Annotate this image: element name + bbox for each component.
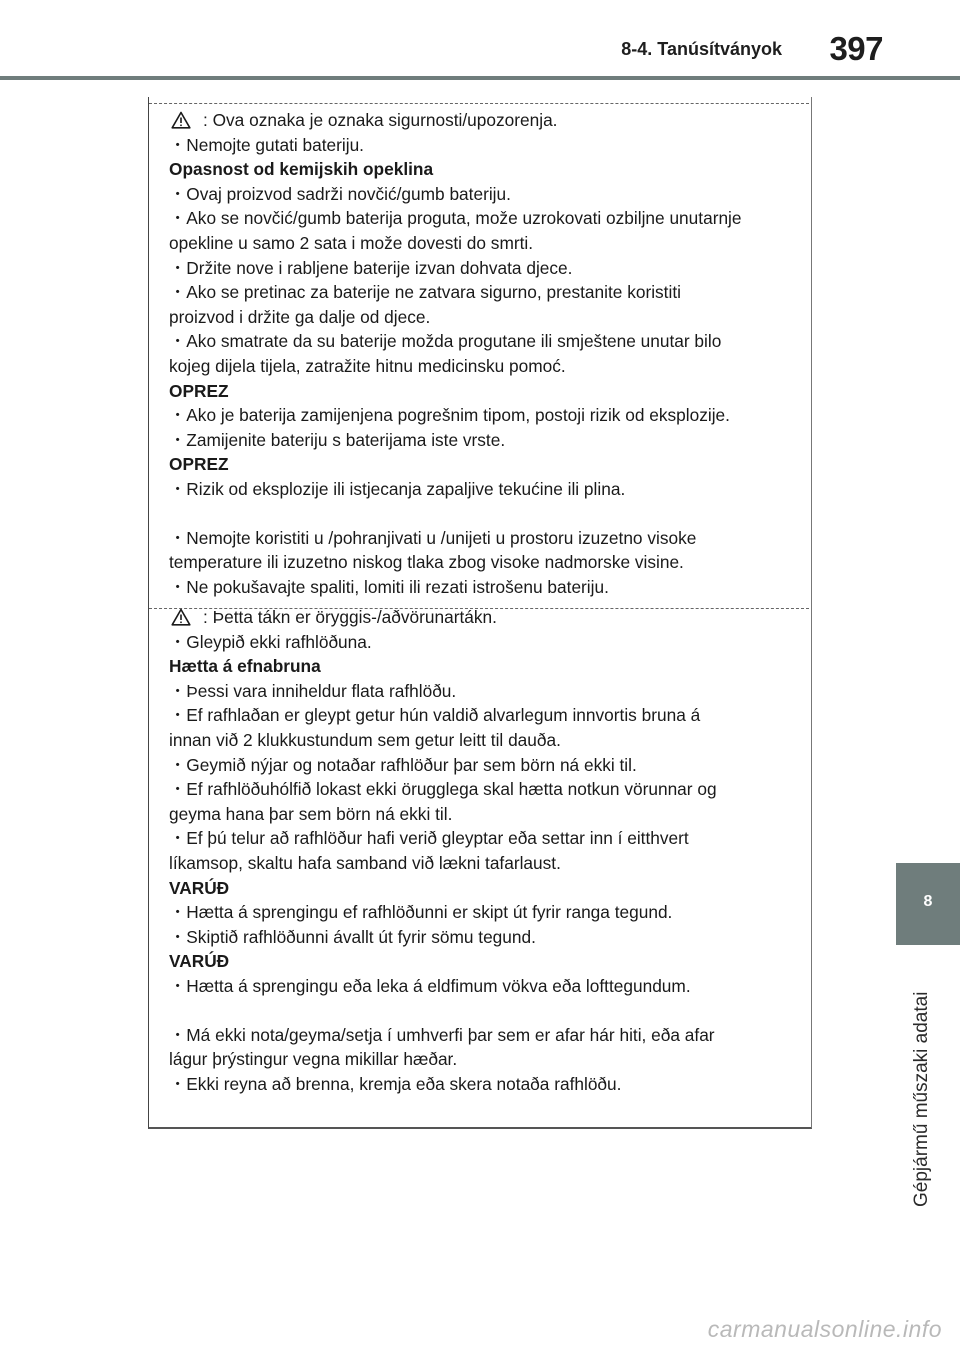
text-line: ・Hætta á sprengingu eða leka á eldfimum vökva eða lofttegundum.	[169, 975, 691, 996]
croatian-warning-block	[169, 108, 794, 599]
text-line: ・Ako smatrate da su baterije možda progutane ili smještene unutar bilo	[169, 331, 722, 352]
text-line: proizvod i držite ga dalje od djece.	[169, 306, 431, 327]
warning-triangle-icon	[171, 111, 191, 129]
text-line: líkamsop, skaltu hafa samband við lækni tafarlaust.	[169, 852, 561, 873]
top-dashed-divider	[149, 103, 809, 104]
text-line: opekline u samo 2 sata i može dovesti do smrti.	[169, 232, 534, 253]
text-line: ・Ef rafhlöðuhólfið lokast ekki örugglega skal hætta notkun vörunnar og	[169, 779, 717, 800]
text-line: kojeg dijela tijela, zatražite hitnu medicinsku pomoć.	[169, 355, 566, 376]
caution-heading: VARÚÐ	[169, 877, 230, 898]
text-line: ・Nemojte koristiti u /pohranjivati u /unijeti u prostoru izuzetno visoke	[169, 527, 697, 548]
text-line: temperature ili izuzetno niskog tlaka zbog visoke nadmorske visine.	[169, 552, 684, 573]
text-line: ・Ef rafhlaðan er gleypt getur hún valdið alvarlegum innvortis bruna á	[169, 705, 701, 726]
header-rule	[0, 76, 960, 80]
text-line: ・Ovaj proizvod sadrži novčić/gumb bateriju.	[169, 183, 511, 204]
croatian-icon-caption: : Ova oznaka je oznaka sigurnosti/upozorenja.	[203, 110, 558, 130]
text-line: geyma hana þar sem börn ná ekki til.	[169, 803, 453, 824]
icelandic-warning-block	[169, 605, 794, 1096]
caution-heading: VARÚÐ	[169, 951, 230, 972]
watermark: carmanualsonline.info	[707, 1316, 942, 1342]
chapter-number: 8	[923, 893, 933, 910]
section-title: 8-4. Tanúsítványok	[621, 39, 782, 59]
text-line: lágur þrýstingur vegna mikillar hæðar.	[169, 1049, 458, 1070]
text-line: ・Ekki reyna að brenna, kremja eða skera notaða rafhlöðu.	[169, 1073, 622, 1094]
text-line: ・Držite nove i rabljene baterije izvan dohvata djece.	[169, 257, 573, 278]
caution-heading: OPREZ	[169, 454, 229, 475]
spacer	[169, 502, 794, 526]
page-number: 397	[829, 30, 883, 67]
text-line: innan við 2 klukkustundum sem getur leitt til dauða.	[169, 729, 561, 750]
text-line: ・Geymið nýjar og notaðar rafhlöður þar sem börn ná ekki til.	[169, 754, 637, 775]
text-line: ・Ako se novčić/gumb baterija proguta, može uzrokovati ozbiljne unutarnje	[169, 208, 742, 229]
icelandic-icon-line	[169, 605, 794, 630]
text-line: ・Skiptið rafhlöðunni ávallt út fyrir sömu tegund.	[169, 926, 536, 947]
chapter-tab	[896, 863, 960, 945]
text-line: ・Ako se pretinac za baterije ne zatvara sigurno, prestanite koristiti	[169, 282, 681, 303]
page-header	[0, 0, 960, 80]
text-line: ・Hætta á sprengingu ef rafhlöðunni er skipt út fyrir ranga tegund.	[169, 902, 673, 923]
text-line: ・Gleypið ekki rafhlöðuna.	[169, 631, 372, 652]
chapter-label: Gépjármű műszaki adatai	[911, 991, 932, 1207]
icelandic-icon-caption: : Þetta tákn er öryggis-/aðvörunartákn.	[203, 607, 497, 627]
scanned-certificate-notice	[148, 97, 812, 1129]
spacer	[169, 999, 794, 1023]
warning-triangle-icon	[171, 608, 191, 626]
text-line: ・Ne pokušavajte spaliti, lomiti ili rezati istrošenu bateriju.	[169, 576, 609, 597]
text-line: ・Má ekki nota/geyma/setja í umhverfi þar sem er afar hár hiti, eða afar	[169, 1024, 715, 1045]
subheading: Hætta á efnabruna	[169, 656, 321, 677]
croatian-icon-line	[169, 108, 794, 133]
text-line: ・Þessi vara inniheldur flata rafhlöðu.	[169, 680, 457, 701]
text-line: ・Ako je baterija zamijenjena pogrešnim tipom, postoji rizik od eksplozije.	[169, 405, 730, 426]
text-line: ・Ef þú telur að rafhlöður hafi verið gleyptar eða settar inn í eitthvert	[169, 828, 689, 849]
subheading: Opasnost od kemijskih opeklina	[169, 159, 434, 180]
text-line: ・Zamijenite bateriju s baterijama iste vrste.	[169, 429, 506, 450]
caution-heading: OPREZ	[169, 380, 229, 401]
text-line: ・Nemojte gutati bateriju.	[169, 134, 364, 155]
text-line: ・Rizik od eksplozije ili istjecanja zapaljive tekućine ili plina.	[169, 478, 626, 499]
